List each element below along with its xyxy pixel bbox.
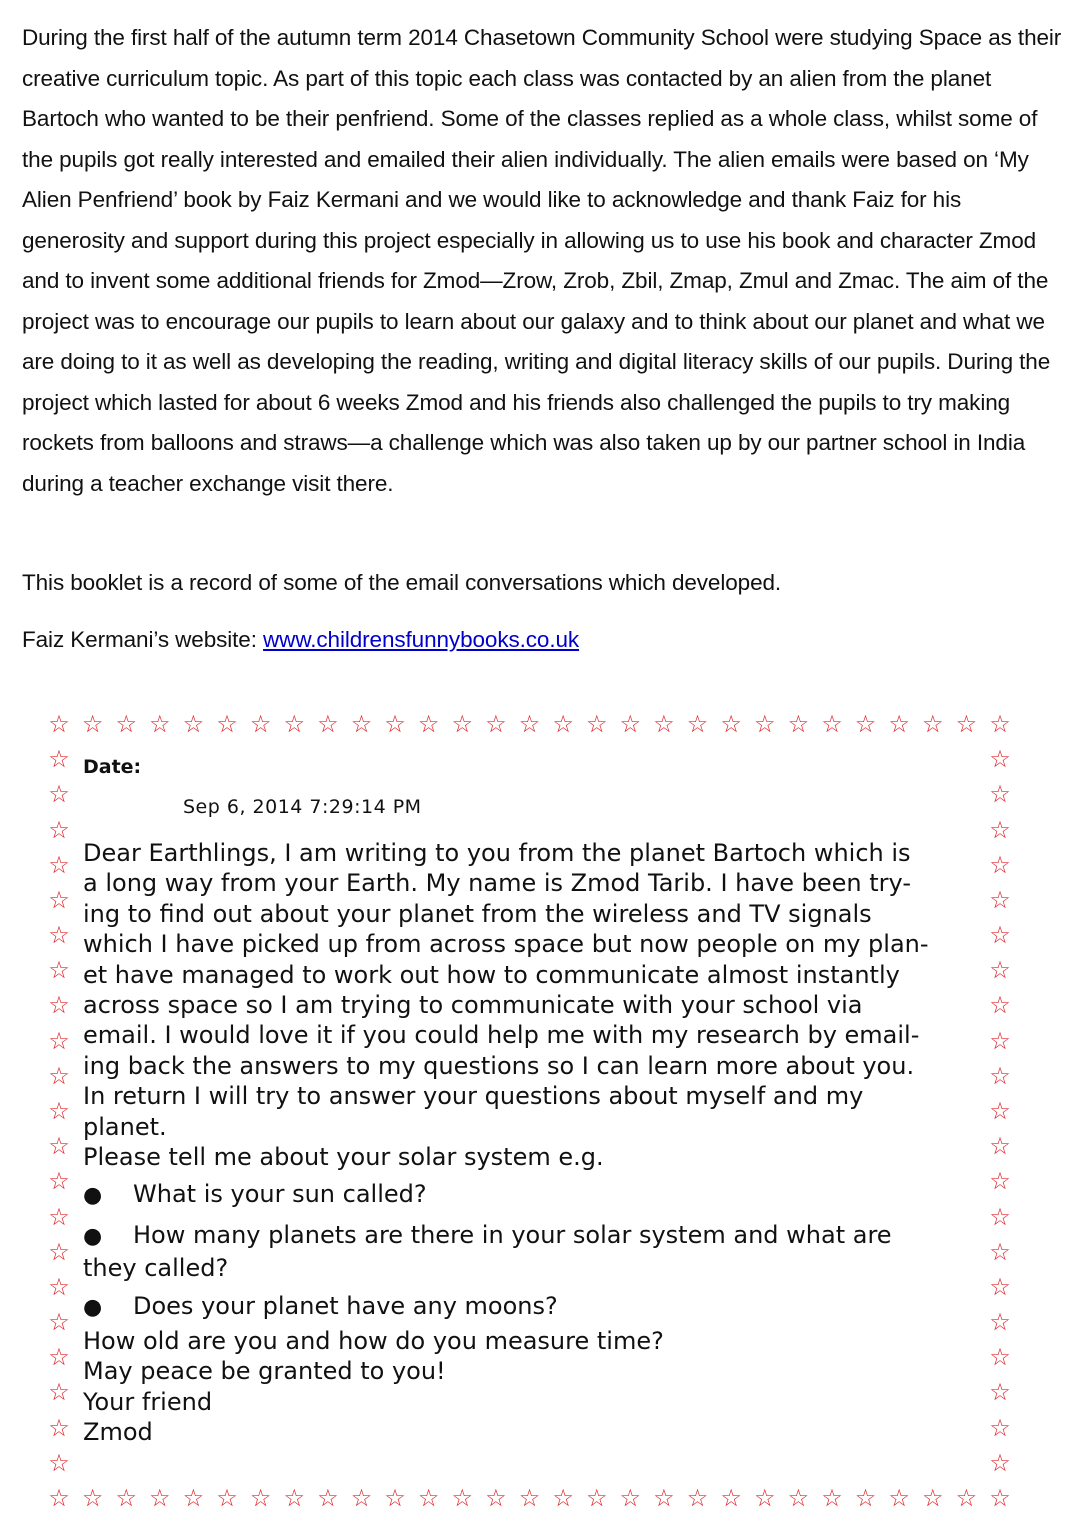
question-item [83, 1178, 427, 1212]
border-star-icon: ☆ [451, 1484, 474, 1512]
question-text: How many planets are there in your solar system and what are [133, 1221, 892, 1249]
booklet-note: This booklet is a record of some of the email conversations which developed. [22, 570, 782, 595]
border-star-icon: ☆ [48, 710, 70, 738]
border-star-icon: ☆ [48, 815, 70, 844]
border-star-icon: ☆ [48, 921, 70, 950]
border-star-icon: ☆ [720, 710, 742, 738]
border-star-icon: ☆ [989, 885, 1011, 914]
border-star-icon: ☆ [989, 1272, 1011, 1301]
border-star-icon: ☆ [585, 710, 608, 738]
border-star-icon: ☆ [216, 1484, 238, 1512]
border-star-icon: ☆ [753, 1484, 776, 1512]
border-star-icon: ☆ [384, 1484, 406, 1512]
border-star-icon: ☆ [48, 1061, 70, 1090]
border-star-icon: ☆ [552, 1484, 574, 1512]
border-star-icon: ☆ [989, 1308, 1011, 1337]
border-star-icon: ☆ [149, 1484, 171, 1512]
border-star-icon: ☆ [989, 1237, 1011, 1266]
border-star-icon: ☆ [518, 1484, 541, 1512]
border-star-icon: ☆ [989, 815, 1011, 844]
website-line [22, 620, 579, 661]
border-star-icon: ☆ [989, 1343, 1011, 1372]
border-star-icon: ☆ [653, 1484, 675, 1512]
border-star-icon: ☆ [48, 1026, 70, 1055]
border-star-icon: ☆ [653, 710, 675, 738]
question-text: What is your sun called? [133, 1180, 427, 1208]
border-star-icon: ☆ [48, 1097, 70, 1125]
border-star-icon: ☆ [989, 1484, 1011, 1512]
border-star-icon: ☆ [686, 1484, 709, 1512]
border-star-icon: ☆ [283, 710, 305, 738]
border-star-icon: ☆ [989, 921, 1011, 950]
border-star-icon: ☆ [989, 710, 1011, 738]
border-star-icon: ☆ [989, 1413, 1011, 1442]
border-star-icon: ☆ [48, 1413, 70, 1442]
border-star-icon: ☆ [48, 1202, 70, 1231]
border-star-icon: ☆ [720, 1484, 742, 1512]
border-star-icon: ☆ [317, 1484, 339, 1512]
question-continuation: they called? [83, 1254, 229, 1282]
border-star-icon: ☆ [619, 710, 642, 738]
border-star-icon: ☆ [989, 745, 1011, 774]
border-star-icon: ☆ [922, 710, 944, 738]
border-star-icon: ☆ [989, 1378, 1011, 1407]
border-star-icon: ☆ [48, 1272, 70, 1301]
border-star-icon: ☆ [989, 1167, 1011, 1196]
border-star-icon: ☆ [619, 1484, 642, 1512]
border-star-icon: ☆ [955, 1484, 978, 1512]
border-star-icon: ☆ [115, 1484, 137, 1512]
question-item [83, 1219, 892, 1253]
border-star-icon: ☆ [48, 1378, 70, 1407]
border-star-icon: ☆ [989, 850, 1011, 879]
letter-body: Dear Earthlings, I am writing to you from the planet Bartoch which is a long way from your Earth. My name is Zmod Tarib. I have been try- ing to find out about your planet from the wireless and TV signals which I have picked up from across space but now people on my plan- et have managed to work out how to communicate almost instantly across space so I am trying to communicate with your school via email. I would love it if you could help me with my research by email- ing back the answers to my questions so I can learn more about you. In return I will try to answer your questions about myself and my planet. Please tell me about your solar system e.g. [83, 839, 929, 1172]
border-star-icon: ☆ [753, 710, 776, 738]
border-star-icon: ☆ [552, 710, 574, 738]
question-text: Does your planet have any moons? [133, 1292, 558, 1320]
border-star-icon: ☆ [989, 780, 1011, 809]
border-star-icon: ☆ [149, 710, 171, 738]
border-star-icon: ☆ [249, 710, 272, 738]
border-star-icon: ☆ [787, 710, 810, 738]
border-star-icon: ☆ [989, 956, 1011, 985]
border-star-icon: ☆ [182, 1484, 205, 1512]
border-star-icon: ☆ [48, 1132, 70, 1161]
border-star-icon: ☆ [989, 1097, 1011, 1125]
border-star-icon: ☆ [48, 1343, 70, 1372]
border-star-icon: ☆ [787, 1484, 810, 1512]
border-star-icon: ☆ [48, 1308, 70, 1337]
border-star-icon: ☆ [81, 1484, 104, 1512]
date-label: Date: [83, 756, 142, 778]
border-star-icon: ☆ [989, 1061, 1011, 1090]
border-star-icon: ☆ [989, 1448, 1011, 1477]
border-star-icon: ☆ [182, 710, 205, 738]
border-star-icon: ☆ [350, 1484, 373, 1512]
letter-closing: How old are you and how do you measure time? May peace be granted to you! Your friend Zmod [83, 1327, 664, 1447]
intro-paragraph: During the first half of the autumn term 2014 Chasetown Community School were studying Space as their creative curriculum topic. As part of this topic each class was contacted by an alien from the planet Bartoch who wanted to be their penfriend. Some of the classes replied as a whole class, whilst some of the pupils got really interested and emailed their alien individually. The alien emails were based on ‘My Alien Penfriend’ book by Faiz Kermani and we would like to acknowledge and thank Faiz for his generosity and support during this project especially in allowing us to use his book and character Zmod and to invent some additional friends for Zmod—Zrow, Zrob, Zbil, Zmap, Zmul and Zmac. The aim of the project was to encourage our pupils to learn about our galaxy and to think about our planet and what we are doing to it as well as developing the reading, writing and digital literacy skills of our pupils. During the project which lasted for about 6 weeks Zmod and his friends also challenged the pupils to try making rockets from balloons and straws—a challenge which was also taken up by our partner school in India during a teacher exchange visit there. [22, 25, 1062, 496]
border-star-icon: ☆ [485, 1484, 507, 1512]
website-label: Faiz Kermani’s website: [22, 627, 264, 652]
border-star-icon: ☆ [585, 1484, 608, 1512]
border-star-icon: ☆ [821, 710, 843, 738]
border-star-icon: ☆ [81, 710, 104, 738]
border-star-icon: ☆ [417, 710, 440, 738]
bullet-icon: ● [83, 1295, 103, 1320]
border-star-icon: ☆ [888, 710, 910, 738]
border-star-icon: ☆ [48, 1484, 70, 1512]
border-star-icon: ☆ [686, 710, 709, 738]
border-star-icon: ☆ [249, 1484, 272, 1512]
question-item [83, 1290, 558, 1324]
bullet-icon: ● [83, 1224, 103, 1249]
border-star-icon: ☆ [821, 1484, 843, 1512]
border-star-icon: ☆ [216, 710, 238, 738]
border-star-icon: ☆ [989, 1202, 1011, 1231]
border-star-icon: ☆ [115, 710, 137, 738]
border-star-icon: ☆ [48, 780, 70, 809]
border-star-icon: ☆ [888, 1484, 910, 1512]
border-star-icon: ☆ [48, 956, 70, 985]
border-star-icon: ☆ [48, 991, 70, 1020]
border-star-icon: ☆ [48, 885, 70, 914]
border-star-icon: ☆ [350, 710, 373, 738]
border-star-icon: ☆ [922, 1484, 944, 1512]
border-star-icon: ☆ [48, 1448, 70, 1477]
border-star-icon: ☆ [317, 710, 339, 738]
border-star-icon: ☆ [384, 710, 406, 738]
border-star-icon: ☆ [518, 710, 541, 738]
border-star-icon: ☆ [48, 745, 70, 774]
date-value: Sep 6, 2014 7:29:14 PM [183, 796, 422, 818]
border-star-icon: ☆ [485, 710, 507, 738]
intro-section [22, 18, 1068, 652]
border-star-icon: ☆ [48, 1237, 70, 1266]
border-star-icon: ☆ [48, 850, 70, 879]
border-star-icon: ☆ [451, 710, 474, 738]
border-star-icon: ☆ [854, 1484, 877, 1512]
bullet-icon: ● [83, 1183, 103, 1208]
border-star-icon: ☆ [417, 1484, 440, 1512]
border-star-icon: ☆ [989, 1132, 1011, 1161]
border-star-icon: ☆ [283, 1484, 305, 1512]
border-star-icon: ☆ [955, 710, 978, 738]
border-star-icon: ☆ [854, 710, 877, 738]
website-link[interactable]: www.childrensfunnybooks.co.uk [263, 627, 580, 652]
border-star-icon: ☆ [989, 991, 1011, 1020]
border-star-icon: ☆ [48, 1167, 70, 1196]
border-star-icon: ☆ [989, 1026, 1011, 1055]
